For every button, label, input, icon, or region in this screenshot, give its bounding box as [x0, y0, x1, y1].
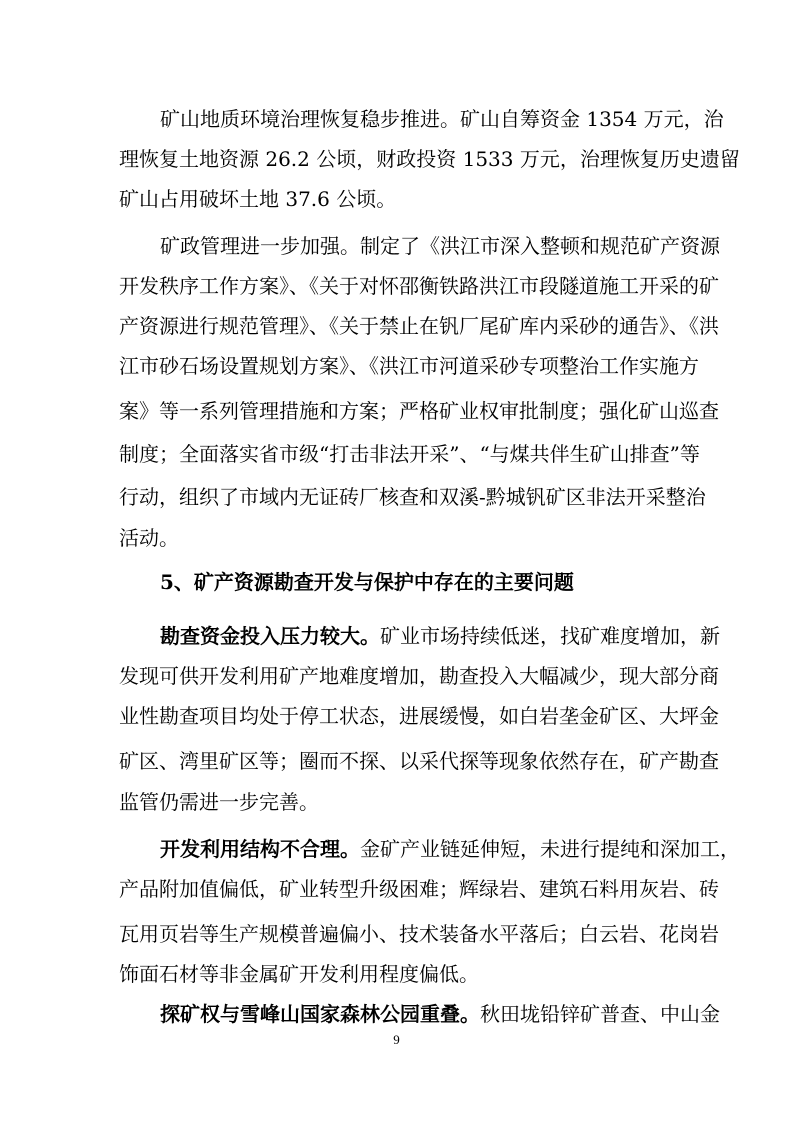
paragraph-line: 开发秩序工作方案》、《关于对怀邵衡铁路洪江市段隧道施工开采的矿: [119, 274, 719, 298]
paragraph-line: 监管仍需进一步完善。: [119, 790, 319, 814]
paragraph-line: 产资源进行规范管理》、《关于禁止在钒厂尾矿库内采砂的通告》、《洪: [119, 314, 719, 338]
issue-text: 金矿产业链延伸短，未进行提纯和深加工，: [360, 837, 740, 861]
paragraph-line: 矿政管理进一步加强。制定了《洪江市深入整顿和规范矿产资源: [160, 234, 720, 258]
paragraph-line: 产品附加值偏低，矿业转型升级困难；辉绿岩、建筑石料用灰岩、砖: [119, 877, 719, 901]
issue-first-line: [160, 623, 720, 649]
section-heading: 5、矿产资源勘查开发与保护中存在的主要问题: [160, 570, 574, 594]
issue-first-line: [160, 836, 740, 862]
issue-text: 秋田垅铅锌矿普查、中山金: [480, 1002, 720, 1026]
paragraph-line: 行动，组织了市域内无证砖厂核查和双溪-黔城钒矿区非法开采整治: [119, 485, 706, 509]
issue-title: 探矿权与雪峰山国家森林公园重叠。: [160, 1002, 480, 1026]
paragraph-line: 业性勘查项目均处于停工状态，进展缓慢，如白岩垄金矿区、大坪金: [119, 704, 719, 728]
paragraph-line: 矿山占用破坏土地 37.6 公顷。: [119, 187, 397, 211]
paragraph-line: 饰面石材等非金属矿开发利用程度偏低。: [119, 962, 479, 986]
issue-title: 开发利用结构不合理。: [160, 837, 360, 861]
paragraph-line: 矿区、湾里矿区等；圈而不探、以采代探等现象依然存在，矿产勘查: [119, 749, 719, 773]
paragraph-line: 江市砂石场设置规划方案》、《洪江市河道采砂专项整治工作实施方: [119, 354, 699, 378]
issue-title: 勘查资金投入压力较大。: [160, 624, 380, 648]
paragraph-line: 制度；全面落实省市级“打击非法开采”、“与煤共伴生矿山排查”等: [119, 442, 700, 466]
paragraph-line: 发现可供开发利用矿产地难度增加，勘查投入大幅减少，现大部分商: [119, 664, 719, 688]
paragraph-line: 案》等一系列管理措施和方案；严格矿业权审批制度；强化矿山巡查: [119, 399, 719, 423]
issue-first-line: [160, 1001, 720, 1027]
paragraph-line: 瓦用页岩等生产规模普遍偏小、技术装备水平落后；白云岩、花岗岩: [119, 922, 719, 946]
page-number: 9: [393, 1032, 400, 1047]
issue-text: 矿业市场持续低迷，找矿难度增加，新: [380, 624, 720, 648]
paragraph-line: 矿山地质环境治理恢复稳步推进。矿山自筹资金 1354 万元，治: [160, 107, 724, 131]
paragraph-line: 理恢复土地资源 26.2 公顷，财政投资 1533 万元，治理恢复历史遗留: [119, 147, 740, 171]
paragraph-line: 活动。: [119, 526, 179, 550]
